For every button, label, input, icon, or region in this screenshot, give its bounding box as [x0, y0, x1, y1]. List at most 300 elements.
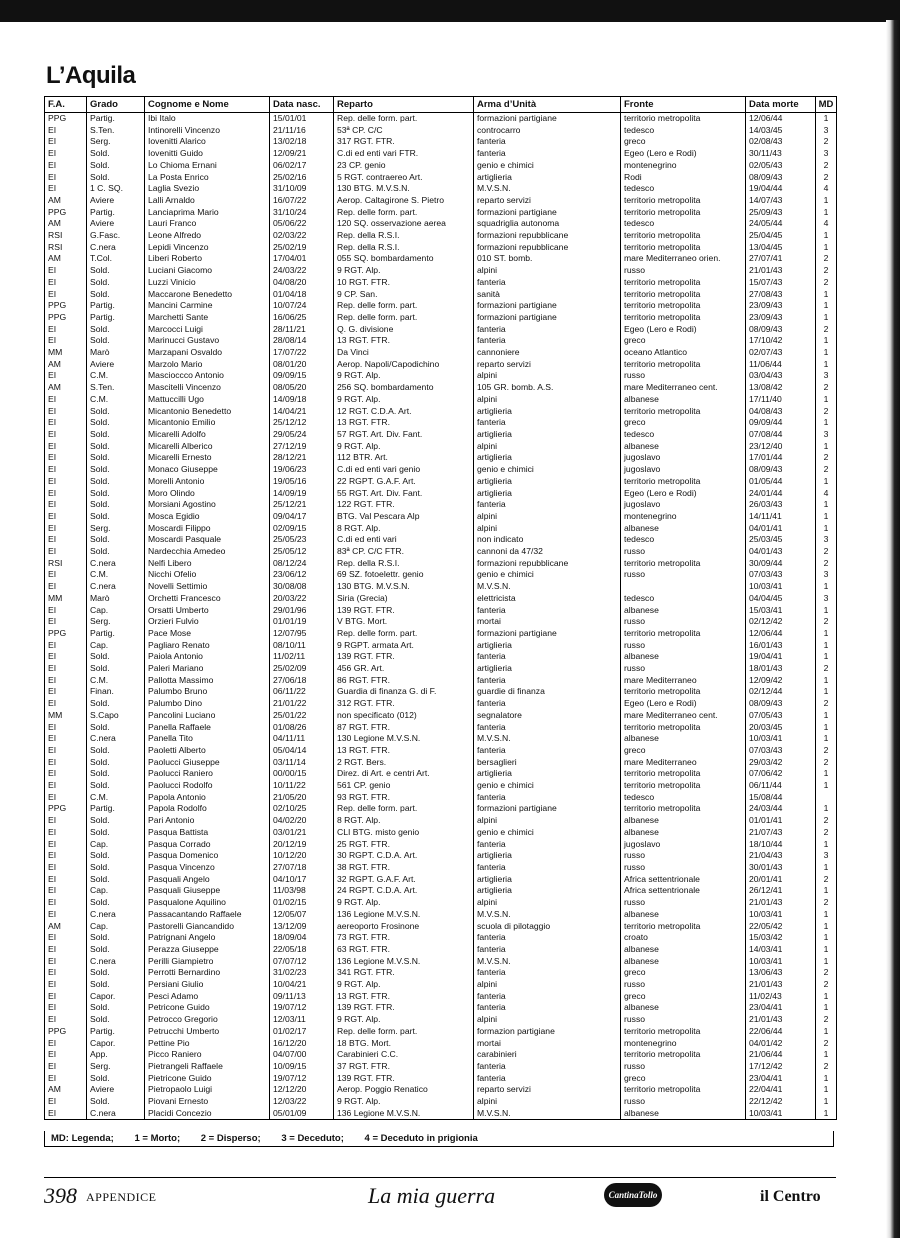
- cell-md: 1: [816, 230, 837, 242]
- cell-morte: 17/12/42: [746, 1061, 816, 1073]
- cell-reparto: Q. G. divisione: [334, 324, 474, 336]
- cell-fa: EI: [45, 289, 87, 301]
- cell-nascita: 09/11/13: [270, 991, 334, 1003]
- cell-fronte: tedesco: [621, 125, 746, 137]
- cell-nascita: 10/09/15: [270, 1061, 334, 1073]
- table-row: [45, 464, 837, 476]
- cell-arma: fanteria: [474, 967, 621, 979]
- cell-nome: Lanciaprima Mario: [145, 207, 270, 219]
- top-border-bar: [0, 0, 900, 22]
- cell-nome: Intinorelli Vincenzo: [145, 125, 270, 137]
- cell-fronte: albanese: [621, 815, 746, 827]
- cell-nome: Micantonio Emilio: [145, 417, 270, 429]
- cell-fronte: greco: [621, 1073, 746, 1085]
- cell-nascita: 01/01/19: [270, 616, 334, 628]
- cell-arma: carabinieri: [474, 1049, 621, 1061]
- cell-nome: Mascitelli Vincenzo: [145, 382, 270, 394]
- cell-arma: fanteria: [474, 277, 621, 289]
- cell-fa: EI: [45, 780, 87, 792]
- cell-fa: EI: [45, 1038, 87, 1050]
- cell-fronte: greco: [621, 745, 746, 757]
- cell-morte: 25/04/45: [746, 230, 816, 242]
- cell-morte: 07/05/43: [746, 710, 816, 722]
- cell-morte: 08/09/43: [746, 324, 816, 336]
- table-row: [45, 558, 837, 570]
- casualty-table: [44, 96, 837, 1120]
- cell-grado: Sold.: [87, 944, 145, 956]
- cell-nascita: 18/09/04: [270, 932, 334, 944]
- table-row: [45, 909, 837, 921]
- cell-nome: Nicchi Ofelio: [145, 569, 270, 581]
- cell-reparto: 9 RGT. Alp.: [334, 1014, 474, 1026]
- cell-nome: Pasquali Angelo: [145, 874, 270, 886]
- table-row: [45, 488, 837, 500]
- cell-md: 2: [816, 558, 837, 570]
- table-row: [45, 967, 837, 979]
- cell-nome: Pallotta Massimo: [145, 675, 270, 687]
- header-morte: Data morte: [746, 97, 816, 113]
- cell-morte: 22/05/42: [746, 921, 816, 933]
- cell-arma: genio e chimici: [474, 464, 621, 476]
- cell-nome: Piovani Ernesto: [145, 1096, 270, 1108]
- cell-grado: C.M.: [87, 370, 145, 382]
- table-row: [45, 944, 837, 956]
- table-row: [45, 265, 837, 277]
- cell-md: 1: [816, 511, 837, 523]
- cell-arma: guardie di finanza: [474, 686, 621, 698]
- cell-grado: Sold.: [87, 172, 145, 184]
- table-row: [45, 253, 837, 265]
- cell-nome: Pasquali Giuseppe: [145, 885, 270, 897]
- cell-morte: 18/01/43: [746, 663, 816, 675]
- cell-fronte: territorio metropolita: [621, 195, 746, 207]
- cell-grado: S.Ten.: [87, 382, 145, 394]
- cell-fa: AM: [45, 359, 87, 371]
- cell-arma: formazioni partigiane: [474, 803, 621, 815]
- table-row: [45, 991, 837, 1003]
- cell-reparto: 9 RGT. Alp.: [334, 979, 474, 991]
- cell-fronte: russo: [621, 616, 746, 628]
- cell-nascita: 08/01/20: [270, 359, 334, 371]
- cell-reparto: 57 RGT. Art. Div. Fant.: [334, 429, 474, 441]
- cell-grado: Sold.: [87, 651, 145, 663]
- cell-morte: 08/09/43: [746, 698, 816, 710]
- table-row: [45, 195, 837, 207]
- table-row: [45, 733, 837, 745]
- cell-arma: alpini: [474, 265, 621, 277]
- cell-reparto: 5 RGT. contraereo Art.: [334, 172, 474, 184]
- cell-reparto: 139 RGT. FTR.: [334, 1073, 474, 1085]
- cell-arma: artiglieria: [474, 476, 621, 488]
- table-row: [45, 207, 837, 219]
- cell-md: 1: [816, 207, 837, 219]
- cell-fa: EI: [45, 534, 87, 546]
- table-row: [45, 1084, 837, 1096]
- cell-nome: Pettine Pio: [145, 1038, 270, 1050]
- cell-reparto: C.di ed enti vari: [334, 534, 474, 546]
- cell-nascita: 19/07/12: [270, 1002, 334, 1014]
- cell-nascita: 05/04/14: [270, 745, 334, 757]
- cell-nome: Placidi Concezio: [145, 1108, 270, 1120]
- cell-reparto: 055 SQ. bombardamento: [334, 253, 474, 265]
- cell-md: 1: [816, 1108, 837, 1120]
- cell-fa: EI: [45, 651, 87, 663]
- cell-nome: Monaco Giuseppe: [145, 464, 270, 476]
- cell-nome: Mattuccilli Ugo: [145, 394, 270, 406]
- table-row: [45, 839, 837, 851]
- table-row: [45, 289, 837, 301]
- cell-morte: 11/06/44: [746, 359, 816, 371]
- cell-fronte: territorio metropolita: [621, 242, 746, 254]
- cell-nascita: 27/07/18: [270, 862, 334, 874]
- cell-arma: segnalatore: [474, 710, 621, 722]
- newspaper-name: il Centro: [760, 1188, 821, 1205]
- cell-nascita: 07/07/12: [270, 956, 334, 968]
- cell-reparto: BTG. Val Pescara Alp: [334, 511, 474, 523]
- cell-fa: PPG: [45, 312, 87, 324]
- cell-grado: Partig.: [87, 628, 145, 640]
- cell-fa: EI: [45, 932, 87, 944]
- cell-nascita: 20/03/22: [270, 593, 334, 605]
- table-row: [45, 815, 837, 827]
- cell-morte: 18/10/44: [746, 839, 816, 851]
- cell-md: 1: [816, 289, 837, 301]
- cell-md: 1: [816, 885, 837, 897]
- table-row: [45, 616, 837, 628]
- cell-nome: Lalli Arnaldo: [145, 195, 270, 207]
- cell-fronte: albanese: [621, 1002, 746, 1014]
- cell-reparto: 55 RGT. Art. Div. Fant.: [334, 488, 474, 500]
- cell-md: 2: [816, 967, 837, 979]
- cell-arma: reparto servizi: [474, 1084, 621, 1096]
- cell-md: 1: [816, 335, 837, 347]
- cell-nome: Pace Mose: [145, 628, 270, 640]
- cell-fa: EI: [45, 757, 87, 769]
- cell-nascita: 04/08/20: [270, 277, 334, 289]
- cell-morte: 21/01/43: [746, 979, 816, 991]
- cell-nome: Lepidi Vincenzo: [145, 242, 270, 254]
- cell-fronte: territorio metropolita: [621, 406, 746, 418]
- cell-fronte: territorio metropolita: [621, 230, 746, 242]
- cell-fronte: Rodi: [621, 172, 746, 184]
- cell-fa: EI: [45, 277, 87, 289]
- cell-reparto: Rep. delle form. part.: [334, 207, 474, 219]
- cell-fronte: territorio metropolita: [621, 300, 746, 312]
- cell-fronte: territorio metropolita: [621, 628, 746, 640]
- cell-nascita: 12/03/11: [270, 1014, 334, 1026]
- cell-grado: Sold.: [87, 265, 145, 277]
- cell-reparto: 8 RGT. Alp.: [334, 523, 474, 535]
- cell-morte: 15/03/42: [746, 932, 816, 944]
- cell-fronte: jugoslavo: [621, 464, 746, 476]
- cell-md: 3: [816, 429, 837, 441]
- cell-morte: 13/04/45: [746, 242, 816, 254]
- cell-grado: C.nera: [87, 581, 145, 593]
- cell-nome: Marzolo Mario: [145, 359, 270, 371]
- cell-nascita: 01/04/18: [270, 289, 334, 301]
- cell-grado: Sold.: [87, 874, 145, 886]
- cell-nome: Liberi Roberto: [145, 253, 270, 265]
- cell-md: 1: [816, 312, 837, 324]
- cell-arma: fanteria: [474, 991, 621, 1003]
- cell-grado: Sold.: [87, 897, 145, 909]
- cell-fronte: territorio metropolita: [621, 1049, 746, 1061]
- cell-fa: EI: [45, 324, 87, 336]
- cell-nascita: 10/07/24: [270, 300, 334, 312]
- cell-arma: mortai: [474, 616, 621, 628]
- cell-nascita: 01/02/15: [270, 897, 334, 909]
- cell-arma: genio e chimici: [474, 827, 621, 839]
- cell-fa: AM: [45, 921, 87, 933]
- cell-arma: formazioni repubblicane: [474, 242, 621, 254]
- cell-nome: Papola Rodolfo: [145, 803, 270, 815]
- cell-reparto: 87 RGT. FTR.: [334, 722, 474, 734]
- cell-reparto: Rep. della R.S.I.: [334, 242, 474, 254]
- cell-nascita: 25/05/12: [270, 546, 334, 558]
- cell-reparto: 136 Legione M.V.S.N.: [334, 909, 474, 921]
- table-row: [45, 768, 837, 780]
- cell-nome: Orzieri Fulvio: [145, 616, 270, 628]
- cell-nome: Patrignani Angelo: [145, 932, 270, 944]
- cell-fronte: Africa settentrionale: [621, 874, 746, 886]
- cell-nascita: 04/10/17: [270, 874, 334, 886]
- cell-nascita: 17/07/22: [270, 347, 334, 359]
- cell-nome: Luzzi Vinicio: [145, 277, 270, 289]
- table-row: [45, 605, 837, 617]
- cell-arma: fanteria: [474, 839, 621, 851]
- table-row: [45, 242, 837, 254]
- cell-grado: Sold.: [87, 768, 145, 780]
- cell-grado: Partig.: [87, 803, 145, 815]
- cell-arma: formazioni partigiane: [474, 628, 621, 640]
- cell-fa: EI: [45, 1096, 87, 1108]
- table-row: [45, 1061, 837, 1073]
- cell-arma: M.V.S.N.: [474, 956, 621, 968]
- cell-fronte: albanese: [621, 733, 746, 745]
- table-row: [45, 686, 837, 698]
- table-row: [45, 757, 837, 769]
- cell-reparto: Direz. di Art. e centri Art.: [334, 768, 474, 780]
- cell-nome: Mosca Egidio: [145, 511, 270, 523]
- cell-fronte: territorio metropolita: [621, 1084, 746, 1096]
- cell-nome: Pasqua Corrado: [145, 839, 270, 851]
- cell-morte: 20/01/41: [746, 874, 816, 886]
- cell-arma: fanteria: [474, 1002, 621, 1014]
- cell-nascita: 20/12/19: [270, 839, 334, 851]
- cell-nome: Petrucchi Umberto: [145, 1026, 270, 1038]
- cell-arma: scuola di pilotaggio: [474, 921, 621, 933]
- cell-nascita: 01/02/17: [270, 1026, 334, 1038]
- cell-nascita: 10/04/21: [270, 979, 334, 991]
- cell-fronte: territorio metropolita: [621, 289, 746, 301]
- table-row: [45, 1014, 837, 1026]
- cell-fa: EI: [45, 909, 87, 921]
- cell-nome: Iovenitti Alarico: [145, 136, 270, 148]
- cell-morte: 04/04/45: [746, 593, 816, 605]
- cell-nascita: 31/10/09: [270, 183, 334, 195]
- cell-fronte: territorio metropolita: [621, 277, 746, 289]
- cell-fronte: mare Mediterraneo: [621, 675, 746, 687]
- cell-md: 1: [816, 839, 837, 851]
- cell-nascita: 16/12/20: [270, 1038, 334, 1050]
- cell-arma: fanteria: [474, 136, 621, 148]
- cell-nome: Palumbo Bruno: [145, 686, 270, 698]
- cell-fa: EI: [45, 991, 87, 1003]
- cell-fa: EI: [45, 148, 87, 160]
- cell-nascita: 12/07/95: [270, 628, 334, 640]
- cell-arma: fanteria: [474, 862, 621, 874]
- cell-fa: RSI: [45, 230, 87, 242]
- cell-grado: App.: [87, 1049, 145, 1061]
- cell-reparto: 112 BTR. Art.: [334, 452, 474, 464]
- cell-arma: artiglieria: [474, 172, 621, 184]
- cell-nascita: 29/01/96: [270, 605, 334, 617]
- cell-md: 2: [816, 265, 837, 277]
- page-number: 398: [44, 1183, 77, 1208]
- cell-md: 2: [816, 277, 837, 289]
- cell-morte: 04/01/41: [746, 523, 816, 535]
- cell-grado: Sold.: [87, 780, 145, 792]
- cell-fronte: albanese: [621, 827, 746, 839]
- cell-nome: Paoletti Alberto: [145, 745, 270, 757]
- cell-nascita: 28/08/14: [270, 335, 334, 347]
- header-grado: Grado: [87, 97, 145, 113]
- cell-md: 1: [816, 921, 837, 933]
- cell-fa: EI: [45, 452, 87, 464]
- cell-nome: Persiani Giulio: [145, 979, 270, 991]
- cell-nome: Petrocco Gregorio: [145, 1014, 270, 1026]
- cell-reparto: 9 RGT. Alp.: [334, 1096, 474, 1108]
- cell-md: 1: [816, 640, 837, 652]
- cell-grado: C.M.: [87, 675, 145, 687]
- cell-fronte: greco: [621, 335, 746, 347]
- cell-fa: EI: [45, 546, 87, 558]
- publication-title: La mia guerra: [368, 1183, 496, 1208]
- cell-arma: formazioni repubblicane: [474, 558, 621, 570]
- cell-nome: Maccarone Benedetto: [145, 289, 270, 301]
- cell-fa: EI: [45, 160, 87, 172]
- cell-arma: alpini: [474, 523, 621, 535]
- table-row: [45, 1038, 837, 1050]
- table-row: [45, 499, 837, 511]
- cell-nome: Pari Antonio: [145, 815, 270, 827]
- cell-reparto: 312 RGT. FTR.: [334, 698, 474, 710]
- cell-grado: Sold.: [87, 1014, 145, 1026]
- cell-grado: Aviere: [87, 218, 145, 230]
- cell-nome: Perilli Giampietro: [145, 956, 270, 968]
- cell-grado: Sold.: [87, 476, 145, 488]
- cell-grado: Finan.: [87, 686, 145, 698]
- table-row: [45, 382, 837, 394]
- cell-reparto: CLI BTG. misto genio: [334, 827, 474, 839]
- cell-nascita: 10/12/20: [270, 850, 334, 862]
- cell-md: 3: [816, 370, 837, 382]
- cell-nascita: 30/08/08: [270, 581, 334, 593]
- cell-fronte: albanese: [621, 394, 746, 406]
- cell-fa: PPG: [45, 803, 87, 815]
- cell-fronte: territorio metropolita: [621, 312, 746, 324]
- cell-md: 1: [816, 300, 837, 312]
- cell-md: 1: [816, 605, 837, 617]
- cell-grado: Partig.: [87, 113, 145, 125]
- cell-grado: Sold.: [87, 335, 145, 347]
- cell-md: 2: [816, 979, 837, 991]
- cell-arma: fanteria: [474, 792, 621, 804]
- cell-reparto: Aerop. Poggio Renatico: [334, 1084, 474, 1096]
- cell-grado: Sold.: [87, 967, 145, 979]
- cell-nome: Morsiani Agostino: [145, 499, 270, 511]
- cell-morte: 30/09/44: [746, 558, 816, 570]
- cell-fa: EI: [45, 136, 87, 148]
- table-row: [45, 324, 837, 336]
- cell-arma: reparto servizi: [474, 195, 621, 207]
- cell-nome: Perazza Giuseppe: [145, 944, 270, 956]
- cell-morte: 23/09/43: [746, 300, 816, 312]
- cell-md: 2: [816, 874, 837, 886]
- cell-nome: Luciani Giacomo: [145, 265, 270, 277]
- cell-grado: Sold.: [87, 932, 145, 944]
- cell-nascita: 09/04/17: [270, 511, 334, 523]
- cell-md: 2: [816, 464, 837, 476]
- cell-arma: cannoni da 47/32: [474, 546, 621, 558]
- cell-nascita: 28/11/21: [270, 324, 334, 336]
- cell-reparto: 139 RGT. FTR.: [334, 605, 474, 617]
- cell-fronte: territorio metropolita: [621, 476, 746, 488]
- cell-nascita: 25/02/16: [270, 172, 334, 184]
- cell-fa: PPG: [45, 207, 87, 219]
- cell-nome: Mancini Carmine: [145, 300, 270, 312]
- cell-fa: PPG: [45, 1026, 87, 1038]
- cell-nome: Picco Raniero: [145, 1049, 270, 1061]
- cell-md: 1: [816, 476, 837, 488]
- cell-nascita: 15/01/01: [270, 113, 334, 125]
- cell-morte: 10/03/41: [746, 909, 816, 921]
- table-row: [45, 534, 837, 546]
- header-nascita: Data nasc.: [270, 97, 334, 113]
- cell-md: 1: [816, 441, 837, 453]
- cell-fa: EI: [45, 944, 87, 956]
- cell-fronte: territorio metropolita: [621, 780, 746, 792]
- cell-fa: EI: [45, 605, 87, 617]
- cell-morte: 02/08/43: [746, 136, 816, 148]
- cell-arma: alpini: [474, 815, 621, 827]
- cell-nome: Panella Tito: [145, 733, 270, 745]
- cell-reparto: Rep. delle form. part.: [334, 628, 474, 640]
- table-row: [45, 148, 837, 160]
- cell-md: 1: [816, 628, 837, 640]
- cell-nome: Nardecchia Amedeo: [145, 546, 270, 558]
- cell-nome: Pasqualone Aquilino: [145, 897, 270, 909]
- header-fronte: Fronte: [621, 97, 746, 113]
- section-label: APPENDICE: [86, 1190, 157, 1204]
- cell-fronte: oceano Atlantico: [621, 347, 746, 359]
- cell-nome: Iovenitti Guido: [145, 148, 270, 160]
- cell-arma: fanteria: [474, 932, 621, 944]
- table-row: [45, 277, 837, 289]
- cell-md: 1: [816, 944, 837, 956]
- page-title: L’Aquila: [46, 62, 136, 89]
- cell-fronte: russo: [621, 1061, 746, 1073]
- cell-reparto: 23 CP. genio: [334, 160, 474, 172]
- cell-fronte: tedesco: [621, 593, 746, 605]
- cell-grado: Sold.: [87, 160, 145, 172]
- cell-morte: 26/03/43: [746, 499, 816, 511]
- table-row: [45, 183, 837, 195]
- cell-fronte: greco: [621, 136, 746, 148]
- cell-grado: Sold.: [87, 757, 145, 769]
- table-row: [45, 710, 837, 722]
- cell-md: [816, 792, 837, 804]
